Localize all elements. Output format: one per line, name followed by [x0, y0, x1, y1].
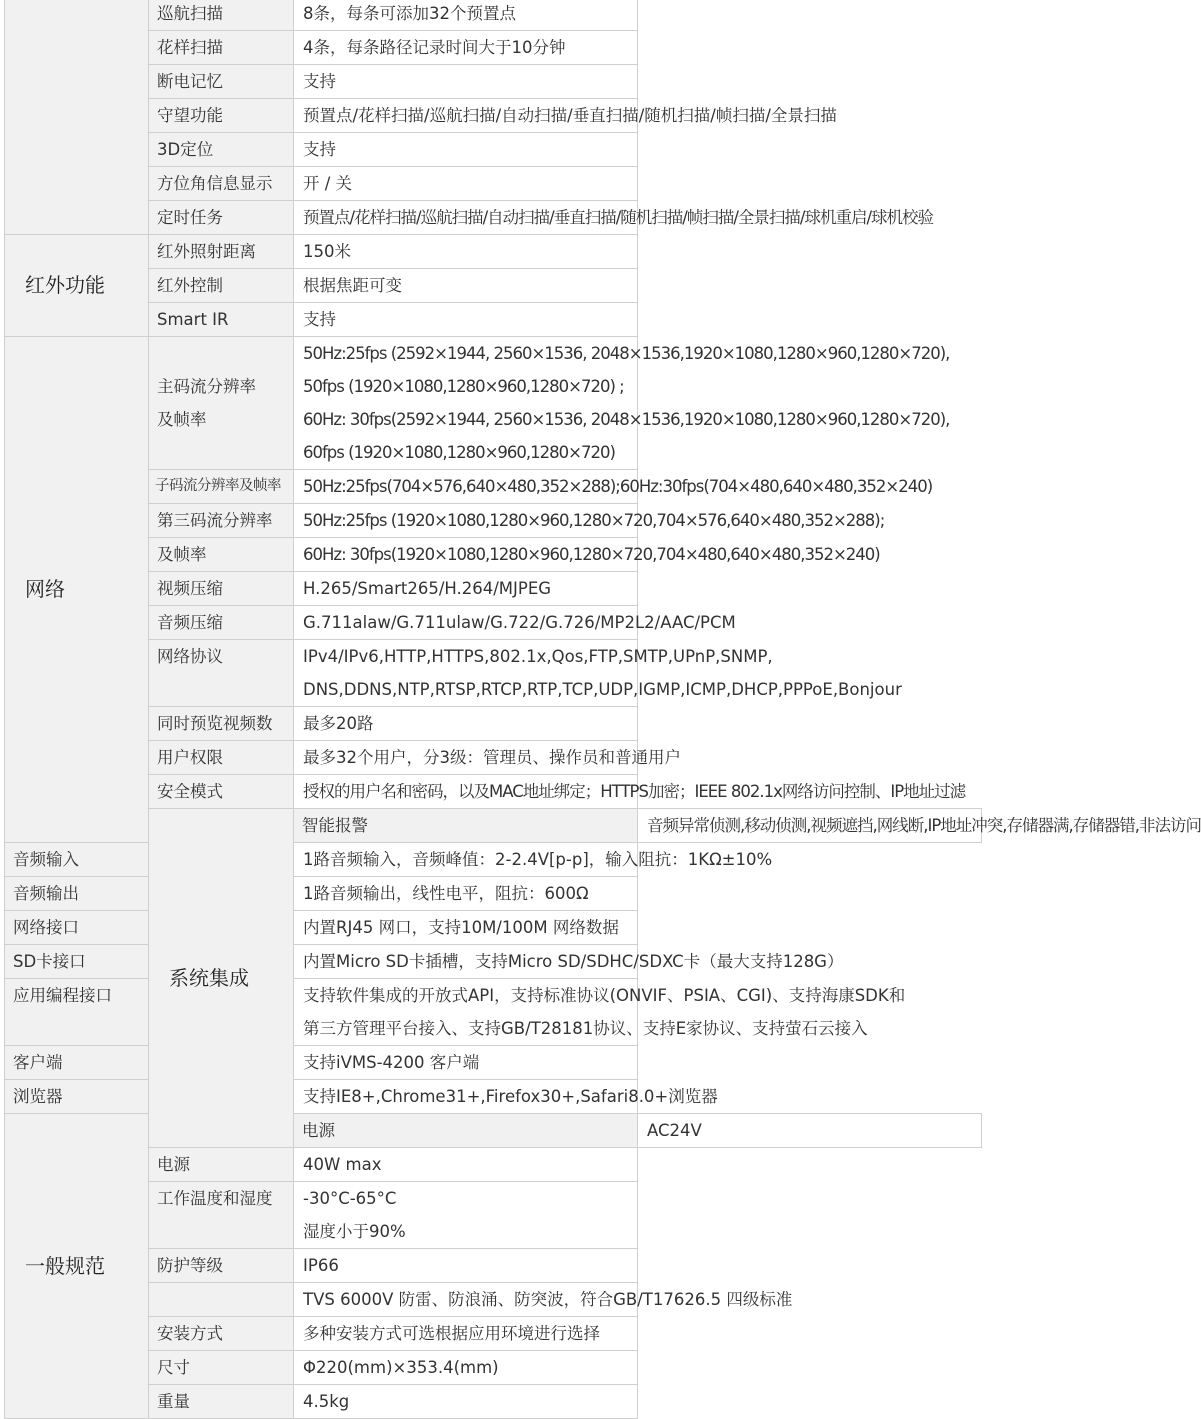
table-row	[5, 809, 982, 843]
row-label-line: 及帧率	[157, 410, 207, 429]
row-label: 音频输出	[5, 877, 149, 911]
table-row	[5, 538, 982, 572]
table-row	[5, 1148, 982, 1182]
table-row	[5, 640, 982, 707]
row-value: 4条，每条路径记录时间大于10分钟	[294, 31, 638, 65]
row-label	[149, 337, 294, 470]
row-label: 断电记忆	[149, 65, 294, 99]
row-value-line: DNS,DDNS,NTP,RTSP,RTCP,RTP,TCP,UDP,IGMP,ICMP,DHCP,PPPoE,Bonjour	[303, 680, 902, 699]
row-label: 同时预览视频数	[149, 707, 294, 741]
row-label: 及帧率	[149, 538, 294, 572]
row-value: 4.5kg	[294, 1385, 638, 1419]
table-row	[5, 99, 982, 133]
row-label: 花样扫描	[149, 31, 294, 65]
table-row	[5, 167, 982, 201]
row-label: 巡航扫描	[149, 0, 294, 31]
row-label: 网络接口	[5, 911, 149, 945]
table-row	[5, 1283, 982, 1317]
row-label: 方位角信息显示	[149, 167, 294, 201]
row-label	[149, 1283, 294, 1317]
category-integration: 系统集成	[149, 809, 294, 1148]
row-value: G.711alaw/G.711ulaw/G.722/G.726/MP2L2/AAC/PCM	[294, 606, 638, 640]
row-value	[294, 979, 906, 1046]
row-label: 客户端	[5, 1046, 149, 1080]
row-value-line: -30°C-65°C	[303, 1189, 397, 1208]
row-value: 40W max	[294, 1148, 638, 1182]
table-row	[5, 1317, 982, 1351]
table-row	[5, 1351, 982, 1385]
row-label: 红外照射距离	[149, 235, 294, 269]
table-row	[5, 775, 982, 809]
row-value-line: 50fps (1920×1080,1280×960,1280×720) ;	[303, 377, 624, 396]
row-value: 1路音频输出，线性电平，阻抗：600Ω	[294, 877, 638, 911]
table-row	[5, 235, 982, 269]
row-value: 支持IE8+,Chrome31+,Firefox30+,Safari8.0+浏览器	[294, 1080, 638, 1114]
table-row	[5, 201, 982, 235]
row-value	[294, 337, 950, 470]
row-label: 重量	[149, 1385, 294, 1419]
row-value: Φ220(mm)×353.4(mm)	[294, 1351, 638, 1385]
row-value: 最多20路	[294, 707, 638, 741]
table-row	[5, 707, 982, 741]
row-value-line: 60fps (1920×1080,1280×960,1280×720)	[303, 443, 615, 462]
row-value: 50Hz:25fps(704×576,640×480,352×288);60Hz:30fps(704×480,640×480,352×240)	[294, 470, 638, 504]
row-value: 内置RJ45 网口，支持10M/100M 网络数据	[294, 911, 638, 945]
row-value	[294, 640, 902, 707]
row-label: 网络协议	[149, 640, 294, 707]
row-label: 电源	[149, 1148, 294, 1182]
category-cell-ptz	[5, 0, 149, 235]
row-label: 红外控制	[149, 269, 294, 303]
row-label: 应用编程接口	[5, 979, 149, 1046]
row-value-line: 第三方管理平台接入、支持GB/T28181协议、支持E家协议、支持萤石云接入	[303, 1019, 868, 1038]
category-infrared: 红外功能	[5, 235, 149, 337]
row-value: 授权的用户名和密码，以及MAC地址绑定；HTTPS加密；IEEE 802.1x网络访问控制、IP地址过滤	[294, 775, 638, 809]
row-value-line: 支持软件集成的开放式API，支持标准协议(ONVIF、PSIA、CGI)、支持海康SDK和	[303, 986, 906, 1005]
row-value: 内置Micro SD卡插槽，支持Micro SD/SDHC/SDXC卡（最大支持128G）	[294, 945, 638, 979]
row-value: 支持	[294, 303, 638, 337]
row-label: 视频压缩	[149, 572, 294, 606]
row-value-line: 60Hz: 30fps(2592×1944, 2560×1536, 2048×1536,1920×1080,1280×960,1280×720),	[303, 410, 950, 429]
row-label: 第三码流分辨率	[149, 504, 294, 538]
table-row	[5, 0, 982, 31]
row-label: 守望功能	[149, 99, 294, 133]
spec-table	[4, 0, 1201, 1419]
row-value: 1路音频输入，音频峰值：2-2.4V[p-p]，输入阻抗：1KΩ±10%	[294, 843, 638, 877]
row-label: 音频输入	[5, 843, 149, 877]
row-label: 3D定位	[149, 133, 294, 167]
row-label: 用户权限	[149, 741, 294, 775]
row-value: 开 / 关	[294, 167, 638, 201]
row-label: 音频压缩	[149, 606, 294, 640]
table-row	[5, 65, 982, 99]
row-label: 安全模式	[149, 775, 294, 809]
row-value-line: 50Hz:25fps (2592×1944, 2560×1536, 2048×1536,1920×1080,1280×960,1280×720),	[303, 344, 950, 363]
row-label: 定时任务	[149, 201, 294, 235]
row-value: 预置点/花样扫描/巡航扫描/自动扫描/垂直扫描/随机扫描/帧扫描/全景扫描	[294, 99, 638, 133]
row-value: H.265/Smart265/H.264/MJPEG	[294, 572, 638, 606]
table-row	[5, 303, 982, 337]
row-value: 8条，每条可添加32个预置点	[294, 0, 638, 31]
row-value-line: 湿度小于90%	[303, 1222, 406, 1241]
table-row	[5, 133, 982, 167]
row-value: 音频异常侦测,移动侦测,视频遮挡,网线断,IP地址冲突,存储器满,存储器错,非法访问	[638, 809, 982, 843]
table-row	[5, 1385, 982, 1419]
table-row	[5, 606, 982, 640]
row-value: 支持iVMS-4200 客户端	[294, 1046, 638, 1080]
category-network: 网络	[5, 337, 149, 843]
row-value: 最多32个用户，分3级：管理员、操作员和普通用户	[294, 741, 638, 775]
table-row	[5, 1182, 982, 1249]
table-row	[5, 1249, 982, 1283]
row-value: 50Hz:25fps (1920×1080,1280×960,1280×720,704×576,640×480,352×288);	[294, 504, 638, 538]
row-value: 150米	[294, 235, 638, 269]
row-label: SD卡接口	[5, 945, 149, 979]
table-row	[5, 337, 982, 470]
row-label: 电源	[294, 1114, 638, 1148]
row-value	[294, 1182, 638, 1249]
row-label: 防护等级	[149, 1249, 294, 1283]
table-row	[5, 31, 982, 65]
table-row	[5, 470, 982, 504]
row-value-line: IPv4/IPv6,HTTP,HTTPS,802.1x,Qos,FTP,SMTP,UPnP,SNMP,	[303, 647, 773, 666]
row-label: 安装方式	[149, 1317, 294, 1351]
row-label: 尺寸	[149, 1351, 294, 1385]
row-label: 工作温度和湿度	[149, 1182, 294, 1249]
row-label: Smart IR	[149, 303, 294, 337]
row-value: IP66	[294, 1249, 638, 1283]
row-value: 多种安装方式可选根据应用环境进行选择	[294, 1317, 638, 1351]
row-label: 智能报警	[294, 809, 638, 843]
row-value: 支持	[294, 133, 638, 167]
row-value: AC24V	[638, 1114, 982, 1148]
row-value: 支持	[294, 65, 638, 99]
row-label: 子码流分辨率及帧率	[149, 470, 294, 504]
row-value: TVS 6000V 防雷、防浪涌、防突波，符合GB/T17626.5 四级标准	[294, 1283, 638, 1317]
table-row	[5, 572, 982, 606]
row-label-line: 主码流分辨率	[157, 377, 256, 396]
row-label: 浏览器	[5, 1080, 149, 1114]
table-row	[5, 269, 982, 303]
table-row	[5, 741, 982, 775]
row-value: 60Hz: 30fps(1920×1080,1280×960,1280×720,704×480,640×480,352×240)	[294, 538, 638, 572]
row-value: 预置点/花样扫描/巡航扫描/自动扫描/垂直扫描/随机扫描/帧扫描/全景扫描/球机重启/球机校验	[294, 201, 638, 235]
row-value: 根据焦距可变	[294, 269, 638, 303]
table-row	[5, 504, 982, 538]
category-general: 一般规范	[5, 1114, 149, 1419]
